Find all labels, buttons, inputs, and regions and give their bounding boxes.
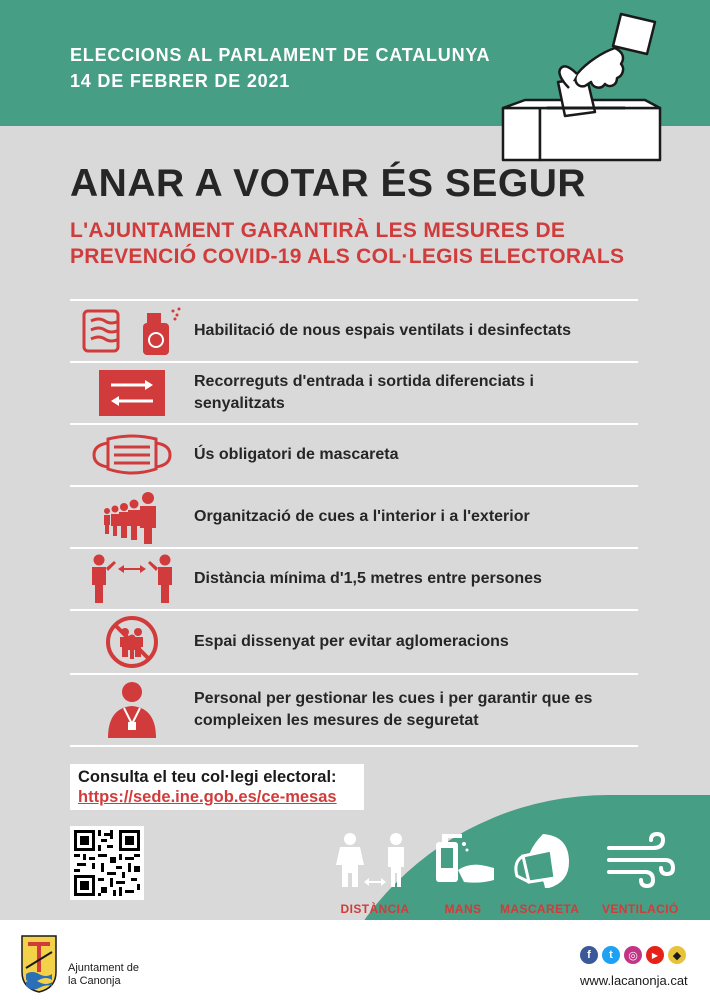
key-measure-distance	[334, 832, 416, 916]
face-mask-icon	[70, 433, 194, 477]
key-measure-mask	[500, 832, 579, 916]
qr-code[interactable]	[70, 826, 144, 900]
distance-people-icon	[334, 832, 416, 890]
election-date: 14 DE FEBRER DE 2021	[70, 71, 291, 91]
measure-row	[70, 363, 638, 423]
measure-text: Espai dissenyat per evitar aglomeracions	[194, 633, 509, 650]
hand-wash-icon	[430, 832, 496, 890]
measure-row	[70, 425, 638, 485]
consult-link[interactable]: https://sede.ine.gob.es/ce-mesas	[78, 788, 337, 806]
municipality-line-1: Ajuntament de	[68, 962, 139, 974]
measure-text: Personal per gestionar les cues i per garantir que es compleixen les mesures de seguretat	[194, 690, 593, 729]
measure-row	[70, 487, 638, 547]
measure-text: Distància mínima d'1,5 metres entre persones	[194, 570, 542, 587]
municipality-crest-icon	[20, 934, 58, 994]
measure-text: Ús obligatori de mascareta	[194, 446, 399, 463]
measure-text: Habilitació de nous espais ventilats i desinfectats	[194, 322, 572, 339]
ventilation-disinfect-icon	[70, 303, 194, 359]
key-measure-label: MANS	[444, 902, 482, 916]
wind-icon	[605, 832, 675, 890]
divider	[70, 745, 638, 747]
instagram-icon[interactable]: ◎	[624, 946, 642, 964]
key-measure-label: DISTÀNCIA	[340, 902, 410, 916]
ballot-box-icon	[495, 8, 670, 168]
page-subtitle: L'AJUNTAMENT GARANTIRÀ LES MESURES DE PREVENCIÓ COVID-19 ALS COL·LEGIS ELECTORALS	[70, 219, 625, 268]
twitter-icon[interactable]: t	[602, 946, 620, 964]
consult-box	[70, 764, 364, 810]
measure-row	[70, 549, 638, 609]
no-crowds-icon	[70, 615, 194, 669]
distance-icon	[70, 553, 194, 605]
key-measure-ventilation	[602, 832, 679, 916]
measure-row	[70, 675, 638, 745]
queue-icon	[70, 490, 194, 544]
page-title: ANAR A VOTAR ÉS SEGUR	[70, 162, 587, 205]
key-measure-label: VENTILACIÓ	[602, 902, 679, 916]
measure-row	[70, 611, 638, 673]
municipality-line-2: la Canonja	[68, 975, 121, 987]
municipality-name	[68, 962, 139, 988]
election-name: ELECCIONS AL PARLAMENT DE CATALUNYA	[70, 45, 491, 65]
measure-text: Organització de cues a l'interior i a l'exterior	[194, 508, 530, 525]
election-header	[70, 42, 490, 94]
website-link[interactable]: www.lacanonja.cat	[580, 973, 688, 988]
key-measure-hands	[430, 832, 496, 916]
measure-row	[70, 301, 638, 361]
measure-text: Recorreguts d'entrada i sortida diferenciats i senyalitzats	[194, 373, 534, 412]
consult-label: Consulta el teu col·legi electoral:	[78, 768, 337, 786]
facebook-icon[interactable]: f	[580, 946, 598, 964]
app-icon[interactable]: ◆	[668, 946, 686, 964]
key-measure-label: MASCARETA	[500, 902, 580, 916]
entry-exit-arrows-icon	[70, 370, 194, 416]
youtube-icon[interactable]: ▶	[646, 946, 664, 964]
staff-icon	[70, 680, 194, 740]
social-links	[580, 946, 686, 964]
mask-face-icon	[505, 832, 575, 890]
